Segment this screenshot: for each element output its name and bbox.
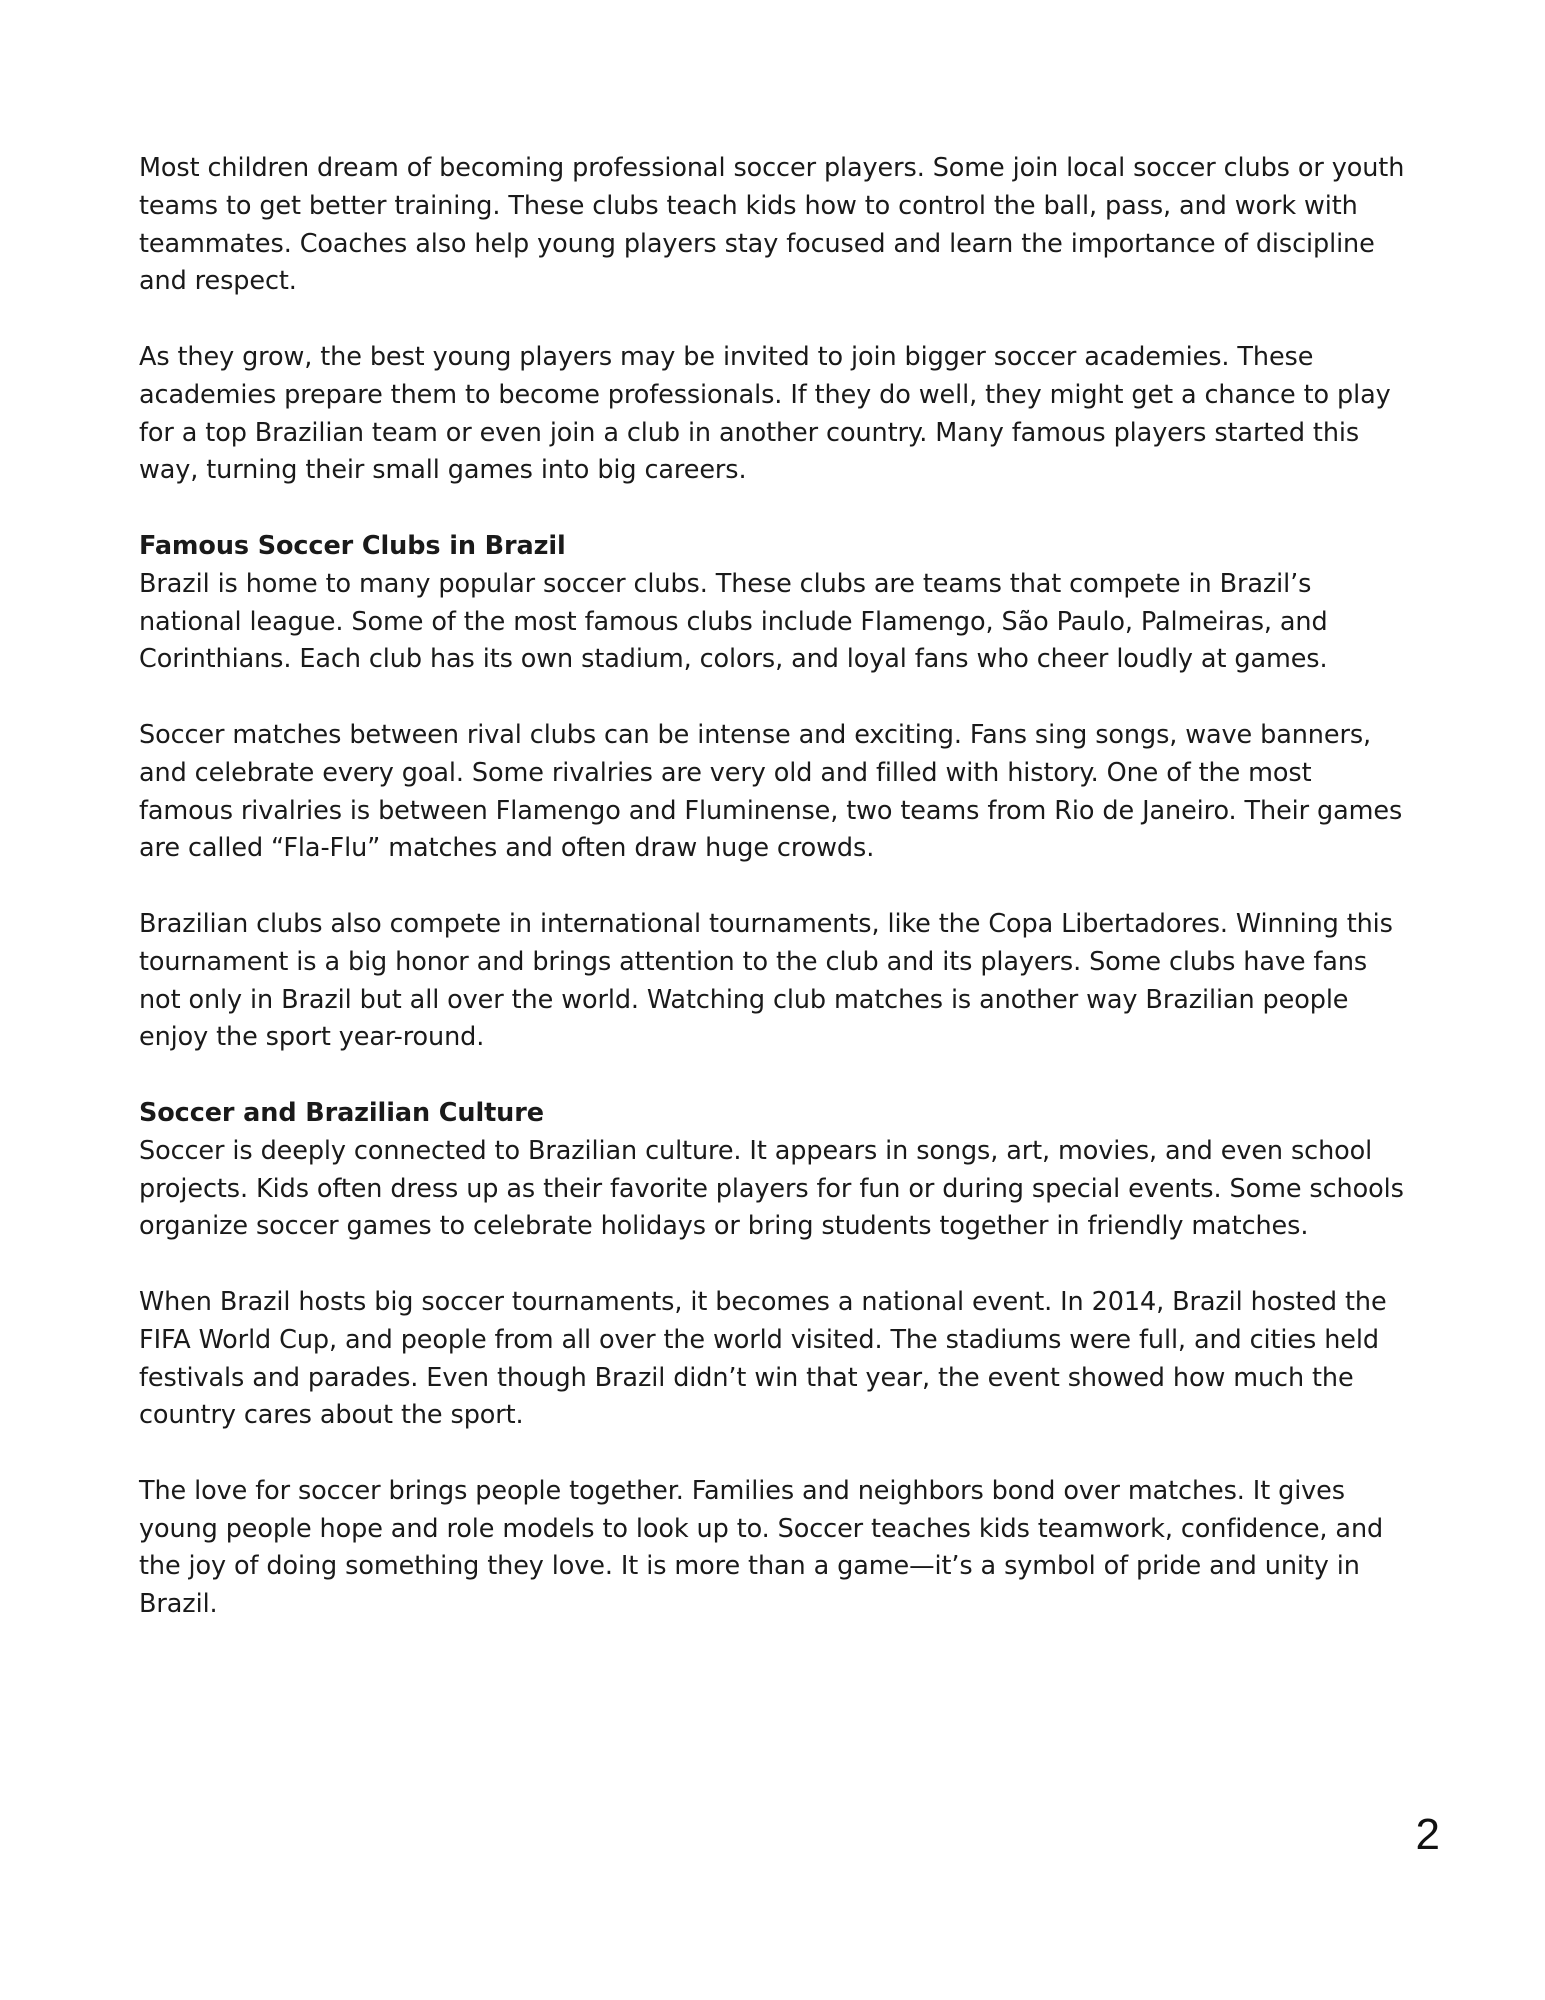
paragraph-unity: The love for soccer brings people together. Families and neighbors bond over matches. It gives young people hope and role models to look up to. Soccer teaches kids teamwork, confidence, and the joy of doing something they love. It is more than a game—it’s a symbol of pride and unity in Brazil. — [139, 1475, 1384, 1620]
paragraph-popular-clubs: Brazil is home to many popular soccer clubs. These clubs are teams that compete in Brazil’s national league. Some of the most famous clubs include Flamengo, São Paulo, Palmeiras, and Corinthians. Each club has its own stadium, colors, and loyal fans who cheer loudly at games. — [139, 568, 1328, 675]
paragraph-international: Brazilian clubs also compete in international tournaments, like the Copa Libertadores. Winning this tournament is a big honor and brings attention to the club and its players. Some clubs have fans not only in Brazil but all over the world. Watching club matches is another way Brazilian people enjoy the sport year-round. — [139, 908, 1393, 1053]
page-number: 2 — [1415, 1810, 1440, 1859]
paragraph-culture: Soccer is deeply connected to Brazilian culture. It appears in songs, art, movies, and even school projects. Kids often dress up as their favorite players for fun or during special events. Some schools organize soccer games to celebrate holidays or bring students together in friendly matches. — [139, 1135, 1404, 1242]
document-body — [139, 150, 1409, 1662]
paragraph-youth-clubs: Most children dream of becoming professional soccer players. Some join local soccer clubs or youth teams to get better training. These clubs teach kids how to control the ball, pass, and work with teammates. Coaches also help young players stay focused and learn the importance of discipline and respect. — [139, 153, 1405, 297]
heading-culture: Soccer and Brazilian Culture — [139, 1097, 544, 1128]
paragraph-rivalries: Soccer matches between rival clubs can be intense and exciting. Fans sing songs, wave banners, and celebrate every goal. Some rivalries are very old and filled with history. One of the most famous rivalries is between Flamengo and Fluminense, two teams from Rio de Janeiro. Their games are called “Fla-Flu” matches and often draw huge crowds. — [139, 719, 1403, 864]
paragraph-world-cup: When Brazil hosts big soccer tournaments, it becomes a national event. In 2014, Brazil hosted the FIFA World Cup, and people from all over the world visited. The stadiums were full, and cities held festivals and parades. Even though Brazil didn’t win that year, the event showed how much the country cares about the sport. — [139, 1286, 1387, 1431]
heading-famous-clubs: Famous Soccer Clubs in Brazil — [139, 530, 566, 561]
paragraph-academies: As they grow, the best young players may be invited to join bigger soccer academies. These academies prepare them to become professionals. If they do well, they might get a chance to play for a top Brazilian team or even join a club in another country. Many famous players started this way, turning their small games into big careers. — [139, 341, 1391, 486]
